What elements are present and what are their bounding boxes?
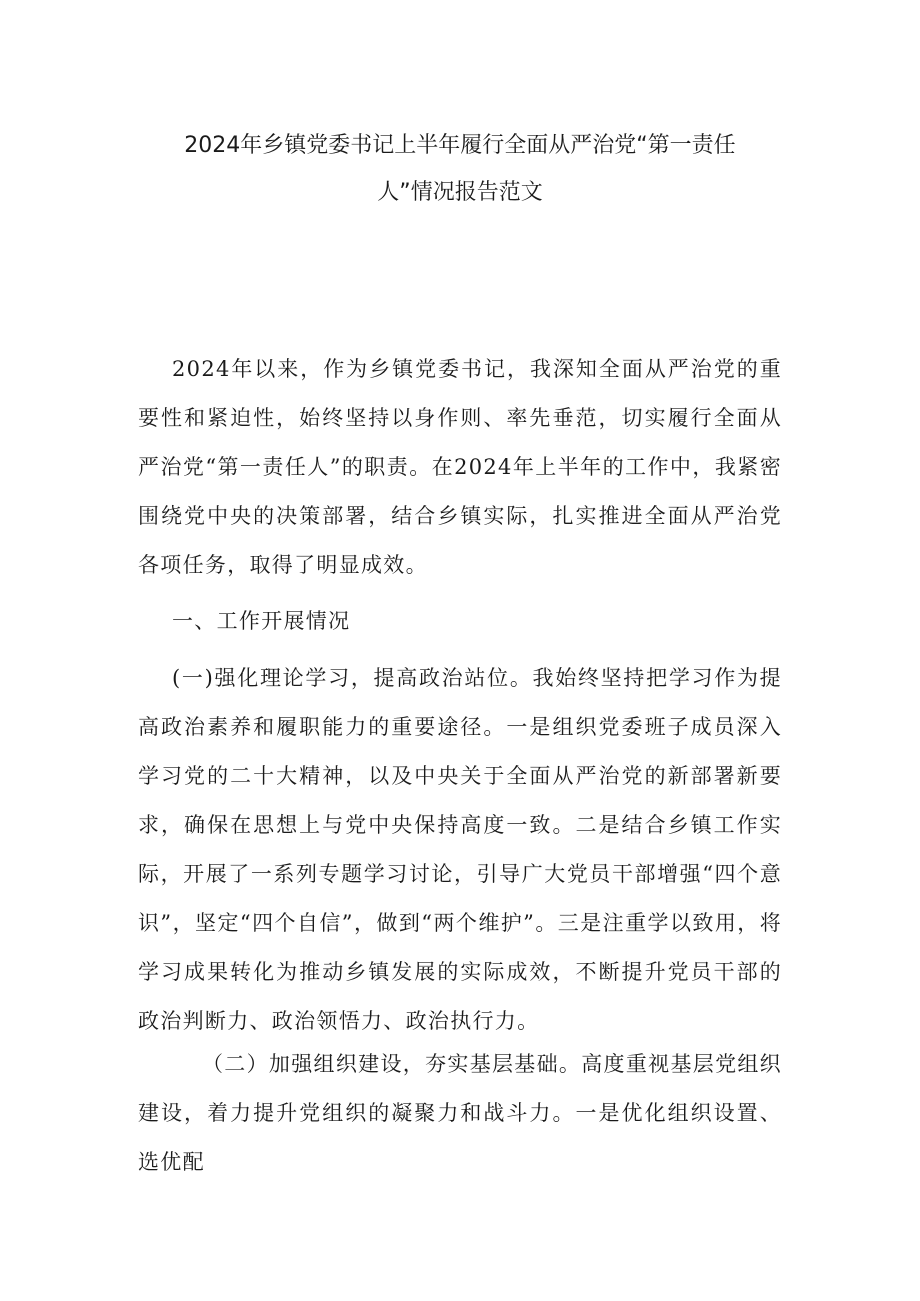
paragraph-theory-study: (一)强化理论学习，提高政治站位。我始终坚持把学习作为提高政治素养和履职能力的重要途径。一是组织党委班子成员深入学习党的二十大精神，以及中央关于全面从严治党的新部署新要求，确保在思想上与党中央保持高度一致。二是结合乡镇工作实际，开展了一系列专题学习讨论，引导广大党员干部增强“四个意识”，坚定“四个自信”，做到“两个维护”。三是注重学以致用，将学习成果转化为推动乡镇发展的实际成效，不断提升党员干部的政治判断力、政治领悟力、政治执行力。 — [138, 666, 782, 1033]
paragraph-organization-building: （二）加强组织建设，夯实基层基础。高度重视基层党组织建设，着力提升党组织的凝聚力和战斗力。一是优化组织设置、选优配 — [138, 1052, 782, 1174]
title-line-2: 人”情况报告范文 — [377, 180, 543, 205]
section-heading-work-progress: 一、工作开展情况 — [172, 609, 351, 633]
intro-paragraph: 2024年以来，作为乡镇党委书记，我深知全面从严治党的重要性和紧迫性，始终坚持以身作则、率先垂范，切实履行全面从严治党“第一责任人”的职责。在2024年上半年的工作中，我紧密围绕党中央的决策部署，结合乡镇实际，扎实推进全面从严治党各项任务，取得了明显成效。 — [138, 357, 782, 577]
document-title — [138, 122, 782, 216]
title-line-1: 2024年乡镇党委书记上半年履行全面从严治党“第一责任 — [184, 133, 736, 158]
